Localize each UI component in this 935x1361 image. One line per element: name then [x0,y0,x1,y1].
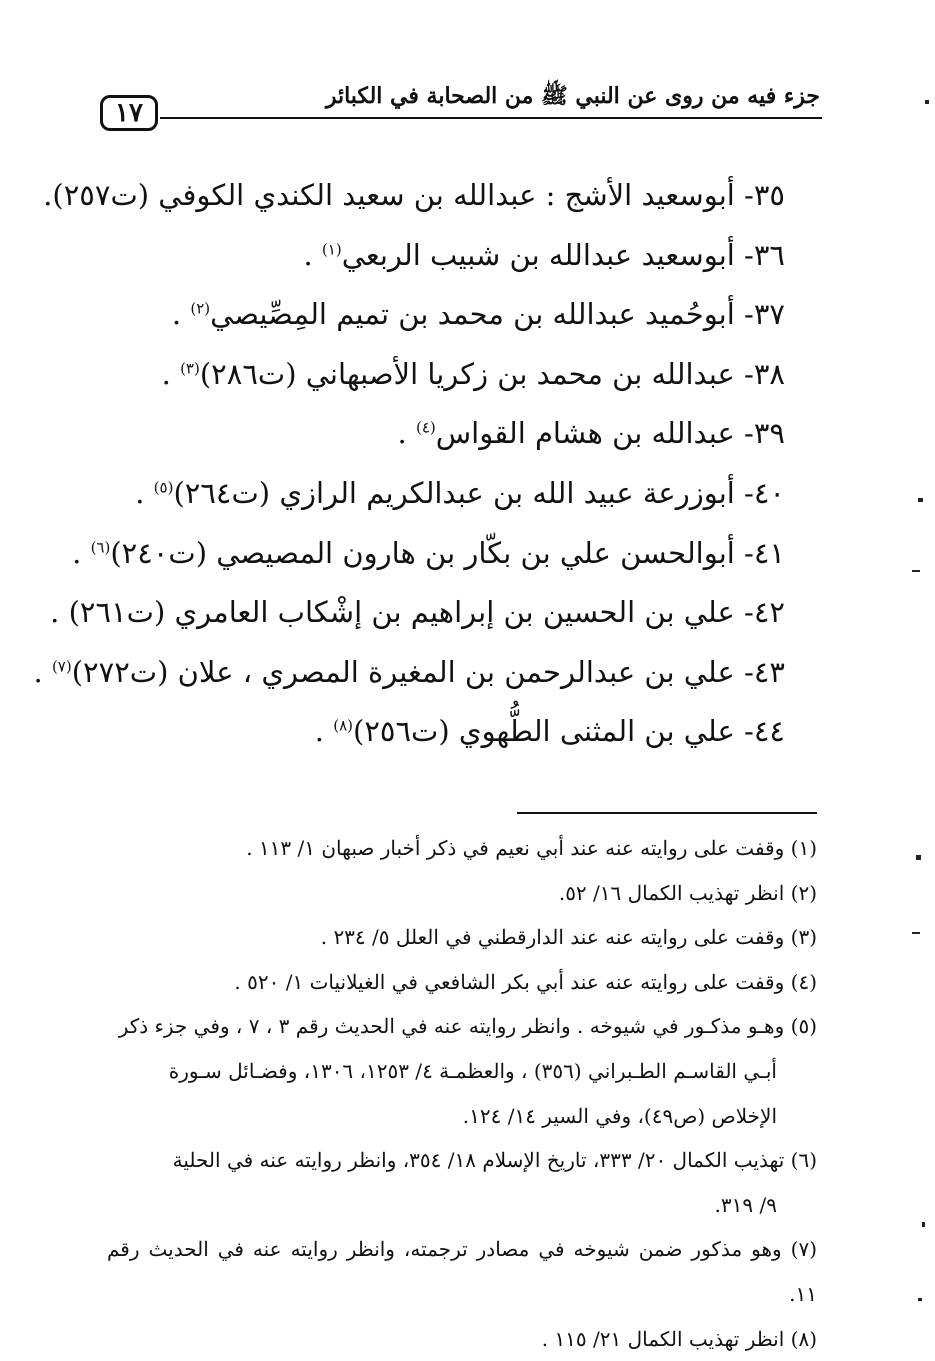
list-item: ٣٨- عبدالله بن محمد بن زكريا الأصبهاني (ت٢٨٦)$^{(٣)}$ . [161,356,785,391]
footnote-continuation: الإخلاص (ص٤٩)، وفي السير ١٤/ ١٢٤. [462,1103,777,1128]
scan-mark [912,570,920,572]
footnote-ref[interactable]: (١) [321,239,342,258]
footnote-separator [517,812,817,814]
scan-mark [916,855,921,860]
footnote-ref[interactable]: (٥) [153,478,174,497]
list-item: ٤٣- علي بن عبدالرحمن بن المغيرة المصري ، علان (ت٢٧٢)$^{(٧)}$ . [33,654,785,689]
footnote: (٨) انظر تهذيب الكمال ٢١/ ١١٥ . [541,1326,817,1351]
footnotes [107,826,817,1361]
scan-mark [912,932,920,934]
footnote-ref[interactable]: (٣) [180,359,200,378]
footnote-ref[interactable]: (٢) [190,299,211,318]
page-number: ١٧ [100,95,158,131]
narrator-list [33,166,785,762]
footnote: (٥) وهـو مذكـور في شيوخه . وانظر روايته عنه في الحديث رقم ٣ ، ٧ ، وفي جزء ذكر أبـي القاسـم الطـبراني (٣٥٦) ، والعظمـة ٤/ ١٢٥٣، ١٣٠٦، وفضـائل سـورة الإخلاص (ص٤٩)، وفي السير ١٤/ ١٢٤. [107,1004,817,1138]
scan-mark [925,100,929,104]
list-item: ٤١- أبوالحسن علي بن بكّار بن هارون المصيصي (ت٢٤٠)$^{(٦)}$ . [72,535,785,570]
header-rule [160,117,822,119]
scan-mark [922,1222,925,1227]
running-header: جزء فيه من روى عن النبي ﷺ من الصحابة في الكبائر [325,83,820,109]
footnote: (٢) انظر تهذيب الكمال ١٦/ ٥٢. [558,880,817,905]
footnote: (٤) وقفت على روايته عنه عند أبي بكر الشافعي في الغيلانيات ١/ ٥٢٠ . [234,969,817,994]
footnote: (٧) وهو مذكور ضمن شيوخه في مصادر ترجمته، وانظر روايته عنه في الحديث رقم ١١. [107,1237,817,1306]
footnote: (١) وقفت على روايته عنه عند أبي نعيم في ذكر أخبار صبهان ١/ ١١٣ . [246,836,817,860]
footnote-ref[interactable]: (٨) [333,716,353,735]
footnote: (٣) وقفت على روايته عنه عند الدارقطني في العلل ٥/ ٢٣٤ . [320,925,817,950]
footnote-continuation: أبـي القاسـم الطـبراني (٣٥٦) ، والعظمـة ٤/ ١٢٥٣، ١٣٠٦، وفضـائل سـورة [168,1058,777,1083]
scan-mark [918,498,923,502]
list-item: ٤٠- أبوزرعة عبيد الله بن عبدالكريم الرازي (ت٢٦٤)$^{(٥)}$ . [135,475,785,510]
list-item: ٣٩- عبدالله بن هشام القواس$^{(٤)}$ . [397,416,785,451]
footnote-continuation: ٩/ ٣١٩. [714,1192,777,1217]
footnote-ref[interactable]: (٤) [415,418,436,437]
footnote: (٦) تهذيب الكمال ٢٠/ ٣٣٣، تاريخ الإسلام ١٨/ ٣٥٤، وانظر روايته عنه في الحلية ٩/ ٣١٩. [107,1138,817,1227]
footnote-ref[interactable]: (٧) [51,657,72,676]
list-item: ٣٥- أبوسعيد الأشج : عبدالله بن سعيد الكندي الكوفي (ت٢٥٧). [43,178,785,212]
scan-mark [918,1298,922,1301]
list-item: ٤٤- علي بن المثنى الطُّهوي (ت٢٥٦)$^{(٨)}$ . [314,714,785,749]
footnote-ref[interactable]: (٦) [90,537,111,556]
list-item: ٣٧- أبوحُميد عبدالله بن محمد بن تميم المِصِّيصي$^{(٢)}$ . [171,297,785,332]
list-item: ٤٢- علي بن الحسين بن إبراهيم بن إشْكاب العامري (ت٢٦١) . [50,595,785,630]
list-item: ٣٦- أبوسعيد عبدالله بن شبيب الربعي$^{(١)}$ . [303,237,785,272]
